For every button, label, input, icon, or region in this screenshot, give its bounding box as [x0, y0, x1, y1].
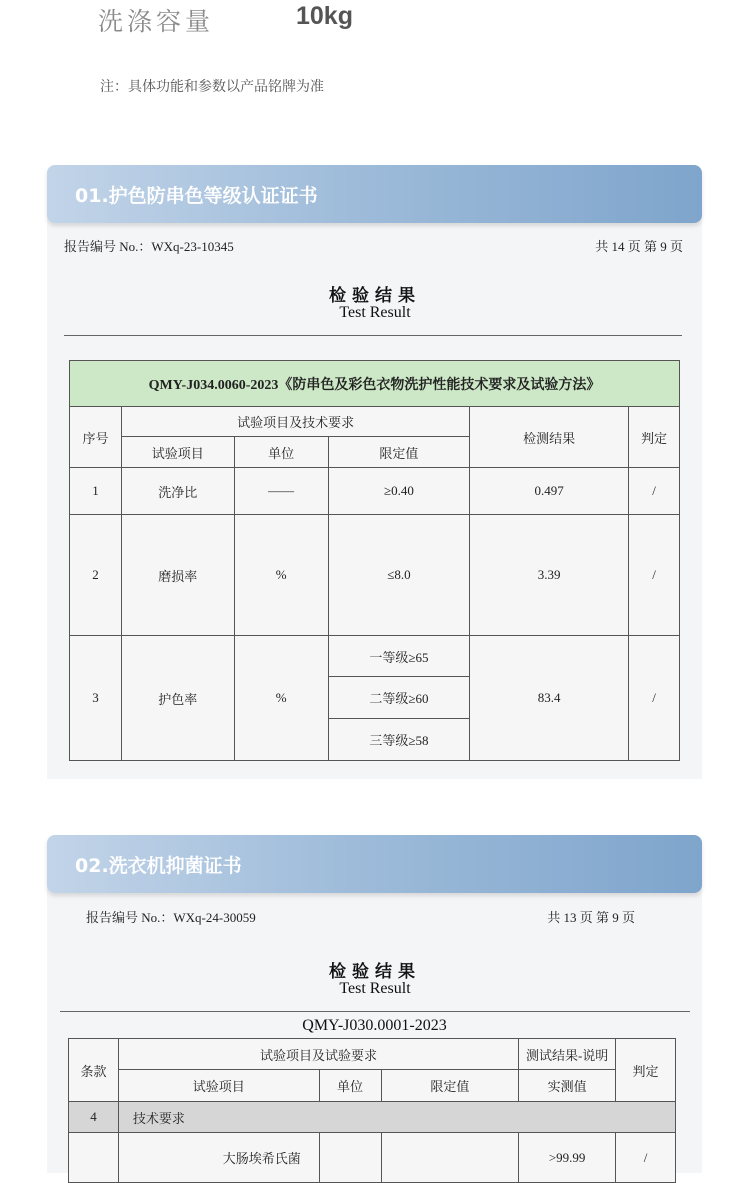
cert1-standard: QMY-J034.0060-2023《防串色及彩色衣物洗护性能技术要求及试验方法》 [70, 361, 680, 407]
cert2-header-result-group: 测试结果-说明 [519, 1039, 616, 1070]
cert2-header-measured: 实测值 [519, 1070, 616, 1102]
cert2-result-title: 检验结果 [329, 962, 421, 982]
cert2-header-unit: 单位 [319, 1070, 381, 1102]
cell-judge: / [629, 515, 680, 636]
spec-note: 注：具体功能和参数以产品铭牌为准 [100, 79, 324, 95]
cell-unit: % [234, 515, 328, 636]
cert1-result-title-en: Test Result [339, 304, 411, 321]
cert1-page-info: 共 14 页 第 9 页 [595, 239, 683, 254]
cert2-result-title-en: Test Result [339, 980, 411, 997]
cell-result: 3.39 [470, 515, 629, 636]
cert2-header-limit: 限定值 [381, 1070, 519, 1102]
cert1-report-no: 报告编号 No.：WXq-23-10345 [64, 239, 234, 254]
cert1-header-unit: 单位 [234, 437, 328, 468]
table-row [70, 515, 680, 636]
cell-item-text: 大肠埃希氏菌 [222, 1151, 301, 1166]
cell-seq: 1 [70, 468, 122, 515]
cell-seq: 3 [70, 636, 122, 761]
cert1-divider [64, 335, 682, 336]
cert1-header-limit: 限定值 [328, 437, 470, 468]
cert2-header-clause: 条款 [69, 1039, 119, 1102]
cell-limit: ≤8.0 [328, 515, 470, 636]
cell-limit: ≥0.40 [328, 468, 470, 515]
cert1-header-result: 检测结果 [470, 407, 629, 468]
cell-limit-grade-1: 一等级≥65 [328, 636, 470, 677]
cert1-header-item: 试验项目 [121, 437, 234, 468]
cell-unit: % [234, 636, 328, 761]
cert1-result-title: 检验结果 [329, 286, 421, 306]
capacity-label: 洗涤容量 [98, 7, 215, 36]
cell-judge: / [616, 1133, 676, 1183]
table-row [70, 636, 680, 677]
cert2-header-group: 试验项目及试验要求 [118, 1039, 518, 1070]
cell-result: 83.4 [470, 636, 629, 761]
cell-item: 护色率 [121, 636, 234, 761]
cell-limit-grade-3: 三等级≥58 [328, 719, 470, 761]
cell-clause [69, 1133, 119, 1183]
cell-judge: / [629, 636, 680, 761]
table-row [69, 1102, 676, 1133]
cell-measured: >99.99 [519, 1133, 616, 1183]
cert1-table [69, 360, 680, 761]
cert1-header-judge: 判定 [629, 407, 680, 468]
cert2-standard: QMY-J030.0001-2023 [302, 1017, 447, 1034]
cert2-title: 02.洗衣机抑菌证书 [75, 855, 242, 877]
cert2-header-judge: 判定 [616, 1039, 676, 1102]
cell-unit: —— [234, 468, 328, 515]
cell-section-label: 技术要求 [118, 1102, 675, 1133]
cert1-header [47, 165, 702, 223]
cell-limit [381, 1133, 519, 1183]
cert1-title: 01.护色防串色等级认证证书 [75, 185, 318, 207]
cell-judge: / [629, 468, 680, 515]
cell-result: 0.497 [470, 468, 629, 515]
cert2-header-item: 试验项目 [118, 1070, 319, 1102]
cert2-page-info: 共 13 页 第 9 页 [547, 910, 635, 925]
cert2-divider [60, 1011, 690, 1012]
cell-clause: 4 [69, 1102, 119, 1133]
cert2-report-no: 报告编号 No.：WXq-24-30059 [86, 910, 256, 925]
cert1-header-seq: 序号 [70, 407, 122, 468]
table-row [69, 1133, 676, 1183]
cell-limit-grade-2: 二等级≥60 [328, 677, 470, 719]
cert1-header-group: 试验项目及技术要求 [121, 407, 469, 437]
cert2-header [47, 835, 702, 893]
cell-seq: 2 [70, 515, 122, 636]
table-row [70, 468, 680, 515]
cell-unit [319, 1133, 381, 1183]
cell-item: 洗净比 [121, 468, 234, 515]
cert2-table [68, 1038, 676, 1183]
cell-item [118, 1133, 319, 1183]
capacity-value: 10kg [296, 2, 353, 30]
cell-item: 磨损率 [121, 515, 234, 636]
